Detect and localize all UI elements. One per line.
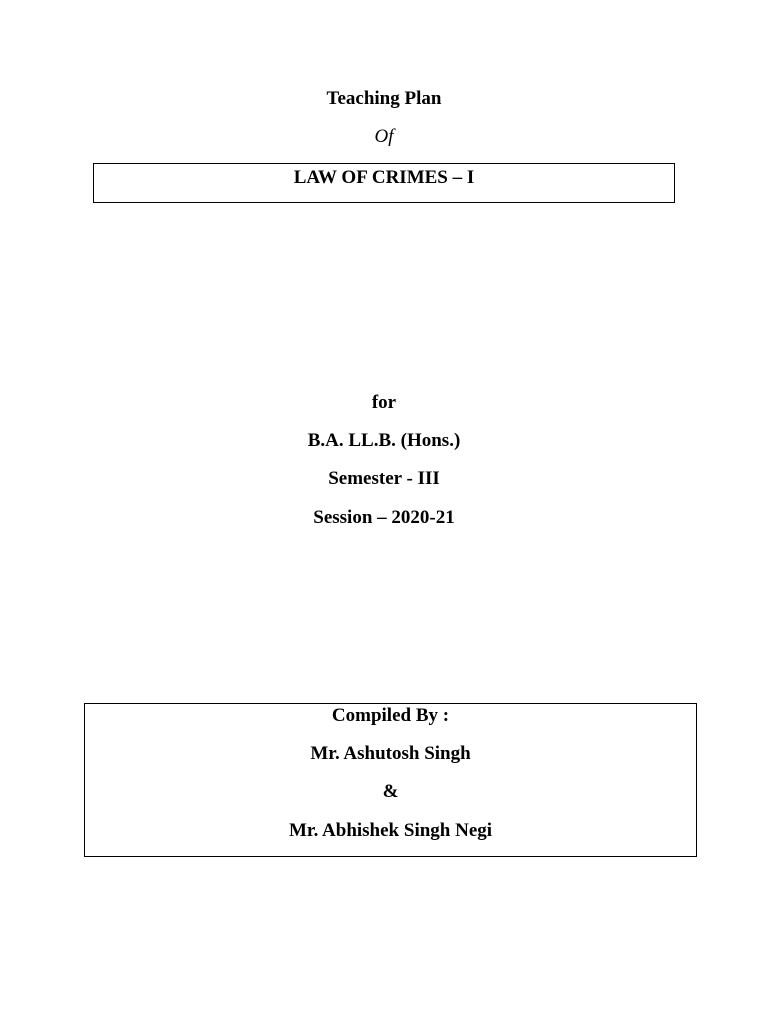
author-separator: & [382,781,399,802]
program-name: B.A. LL.B. (Hons.) [307,430,461,451]
for-label: for [371,392,397,413]
subject-title: LAW OF CRIMES – I [293,167,475,188]
compiled-by-label: Compiled By : [331,705,450,726]
subject-box [93,163,675,203]
semester-label: Semester - III [328,468,440,489]
title-connector: Of [374,126,394,147]
author-2: Mr. Abhishek Singh Negi [288,820,493,841]
document-title: Teaching Plan [326,88,442,109]
session-label: Session – 2020-21 [313,507,455,528]
author-1: Mr. Ashutosh Singh [310,743,471,764]
compiled-by-box [84,703,697,857]
